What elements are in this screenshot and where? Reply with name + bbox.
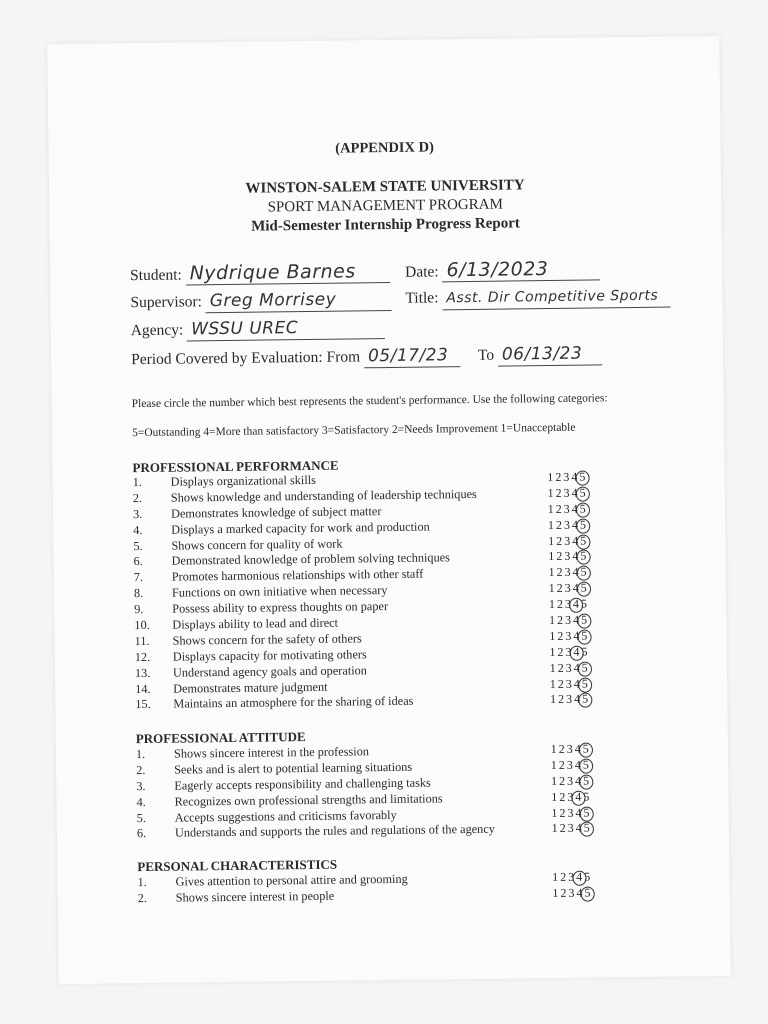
date-row	[405, 257, 601, 282]
rating-option-1[interactable]: 1	[549, 676, 557, 691]
rating-option-2[interactable]: 2	[555, 501, 563, 516]
rating-option-3[interactable]: 3	[563, 517, 571, 532]
rating-option-5[interactable]: 5	[583, 789, 590, 804]
rating-option-5[interactable]: 5	[584, 869, 591, 884]
rating-option-5[interactable]: 5	[583, 805, 591, 820]
item-text: Maintains an atmosphere for the sharing of ideas	[173, 694, 414, 712]
personal-characteristics-heading: PERSONAL CHARACTERISTICS	[137, 856, 338, 875]
rating-option-5[interactable]: 5	[579, 501, 587, 516]
rating-option-1[interactable]: 1	[549, 612, 556, 628]
item-text: Possess ability to express thoughts on paper	[172, 599, 389, 616]
rating-option-1[interactable]: 1	[549, 628, 556, 643]
item-number: 6.	[136, 826, 147, 841]
rating-options	[551, 870, 591, 886]
rating-option-5[interactable]: 5	[581, 644, 589, 659]
rating-option-2[interactable]: 2	[557, 644, 565, 659]
item-number: 2.	[137, 890, 148, 905]
rating-option-3[interactable]: 3	[564, 596, 572, 611]
rating-option-1[interactable]: 1	[548, 549, 555, 564]
rating-options	[547, 501, 587, 517]
item-number: 8.	[133, 586, 144, 601]
item-number: 3.	[136, 778, 146, 793]
item-number: 10.	[134, 617, 150, 633]
rating-option-1[interactable]: 1	[549, 644, 557, 659]
rating-option-2[interactable]: 2	[558, 773, 566, 788]
rating-option-2[interactable]: 2	[560, 885, 568, 900]
item-text: Demonstrated knowledge of problem solving techniques	[171, 550, 451, 569]
item-text: Displays ability to lead and direct	[172, 615, 339, 632]
rating-option-3[interactable]: 3	[565, 628, 572, 643]
rating-option-1[interactable]: 1	[551, 789, 558, 804]
rating-option-3[interactable]: 3	[563, 469, 570, 484]
item-text: Displays capacity for motivating others	[172, 647, 367, 664]
rating-option-5[interactable]: 5	[582, 757, 590, 772]
rating-option-1[interactable]: 1	[549, 660, 557, 675]
rating-option-4[interactable]: 4	[575, 805, 583, 820]
rating-option-1[interactable]: 1	[550, 741, 558, 757]
rating-option-4[interactable]: 4	[576, 869, 583, 884]
title-row	[405, 285, 670, 311]
rating-option-3[interactable]: 3	[563, 501, 571, 516]
rating-options	[548, 581, 588, 597]
item-number: 9.	[134, 602, 144, 617]
rating-option-3[interactable]: 3	[566, 757, 574, 772]
item-text: Shows knowledge and understanding of leadership techniques	[170, 486, 477, 505]
rating-option-2[interactable]: 2	[557, 692, 565, 707]
rating-option-3[interactable]: 3	[564, 533, 571, 548]
rating-option-4[interactable]: 4	[573, 628, 580, 643]
agency-row	[131, 316, 386, 342]
personal-characteristics-list	[137, 869, 637, 907]
rating-option-4[interactable]: 4	[573, 676, 581, 691]
item-number: 1.	[135, 746, 146, 762]
supervisor-label: Supervisor:	[130, 293, 203, 312]
rating-option-2[interactable]: 2	[558, 741, 566, 756]
rating-options	[547, 517, 587, 533]
item-text: Displays organizational skills	[170, 472, 316, 489]
item-number: 5.	[136, 810, 147, 825]
rating-scale-legend: 5=Outstanding 4=More than satisfactory 3=Satisfactory 2=Needs Improvement 1=Unacceptable	[131, 421, 576, 440]
rating-option-2[interactable]: 2	[555, 469, 562, 484]
rating-option-4[interactable]: 4	[576, 885, 584, 900]
rating-option-3[interactable]: 3	[566, 773, 574, 788]
rating-option-5[interactable]: 5	[581, 660, 589, 675]
rating-option-3[interactable]: 3	[564, 581, 572, 596]
rating-option-1[interactable]: 1	[547, 485, 555, 500]
item-number: 4.	[133, 522, 143, 537]
professional-attitude-heading: PROFESSIONAL ATTITUDE	[135, 729, 306, 747]
rating-option-3[interactable]: 3	[566, 741, 574, 756]
rating-option-5[interactable]: 5	[579, 469, 586, 484]
rating-option-2[interactable]: 2	[560, 869, 567, 884]
rating-option-5[interactable]: 5	[580, 564, 588, 580]
rating-option-1[interactable]: 1	[551, 805, 559, 820]
item-text: Eagerly accepts responsibility and challenging tasks	[174, 775, 431, 793]
rating-option-2[interactable]: 2	[557, 676, 565, 691]
rating-option-4[interactable]: 4	[571, 501, 579, 516]
item-number: 15.	[135, 697, 151, 712]
rating-option-5[interactable]: 5	[580, 596, 588, 611]
rating-option-1[interactable]: 1	[550, 757, 558, 772]
rating-option-1[interactable]: 1	[552, 885, 560, 900]
rating-option-1[interactable]: 1	[550, 773, 558, 788]
rating-option-5[interactable]: 5	[580, 580, 588, 595]
rating-option-5[interactable]: 5	[581, 676, 589, 691]
date-field[interactable]: 6/13/2023	[442, 257, 600, 282]
rating-option-4[interactable]: 4	[573, 644, 581, 659]
rating-options	[551, 805, 591, 821]
student-label: Student:	[130, 266, 182, 285]
university-name: WINSTON-SALEM STATE UNIVERSITY	[245, 177, 525, 197]
rating-option-3[interactable]: 3	[565, 660, 573, 675]
rating-option-5[interactable]: 5	[580, 549, 587, 564]
rating-option-3[interactable]: 3	[567, 805, 575, 820]
rating-option-3[interactable]: 3	[568, 869, 575, 884]
rating-option-1[interactable]: 1	[548, 565, 556, 580]
rating-option-4[interactable]: 4	[572, 549, 579, 564]
student-row	[130, 260, 390, 286]
rating-option-4[interactable]: 4	[573, 660, 581, 675]
item-text: Functions on own initiative when necessary	[171, 583, 388, 600]
rating-option-4[interactable]: 4	[572, 596, 580, 611]
rating-option-1[interactable]: 1	[548, 597, 556, 612]
rating-option-2[interactable]: 2	[556, 533, 563, 548]
item-text: Displays a marked capacity for work and production	[171, 519, 430, 537]
rating-option-1[interactable]: 1	[551, 821, 559, 836]
rating-option-1[interactable]: 1	[547, 469, 554, 485]
rating-option-4[interactable]: 4	[575, 789, 582, 804]
rating-option-2[interactable]: 2	[556, 581, 564, 596]
student-field[interactable]: Nydrique Barnes	[186, 260, 390, 285]
rating-option-5[interactable]: 5	[579, 517, 587, 532]
rating-option-2[interactable]: 2	[556, 565, 564, 580]
item-text: Shows concern for the safety of others	[172, 631, 362, 648]
rating-options	[547, 470, 587, 486]
supervisor-row	[130, 288, 392, 314]
rating-option-1[interactable]: 1	[547, 501, 555, 516]
professional-performance-list	[133, 469, 636, 713]
rating-option-4[interactable]: 4	[574, 757, 582, 772]
rating-option-2[interactable]: 2	[558, 757, 566, 772]
rating-option-5[interactable]: 5	[581, 612, 588, 627]
item-text: Understand agency goals and operation	[172, 662, 367, 680]
program-name: SPORT MANAGEMENT PROGRAM	[267, 196, 503, 216]
rating-option-2[interactable]: 2	[555, 485, 563, 500]
rating-options	[550, 773, 590, 789]
item-number: 11.	[134, 633, 150, 649]
rating-option-3[interactable]: 3	[564, 565, 572, 580]
rating-option-2[interactable]: 2	[555, 517, 563, 532]
item-number: 7.	[133, 570, 144, 585]
item-number: 6.	[133, 554, 143, 569]
rating-option-2[interactable]: 2	[556, 597, 564, 612]
item-number: 5.	[133, 538, 143, 553]
item-text: Accepts suggestions and criticisms favorably	[174, 807, 397, 825]
rating-options	[550, 789, 590, 805]
rating-option-5[interactable]: 5	[584, 885, 592, 900]
rating-option-5[interactable]: 5	[580, 533, 587, 548]
rating-option-3[interactable]: 3	[563, 485, 571, 500]
rating-option-5[interactable]: 5	[579, 485, 587, 500]
item-text: Shows sincere interest in the profession	[173, 744, 370, 761]
rating-options	[548, 597, 588, 613]
rating-options	[548, 613, 588, 629]
rating-option-4[interactable]: 4	[573, 692, 581, 707]
rating-option-4[interactable]: 4	[574, 773, 582, 788]
item-text: Shows concern for quality of work	[171, 536, 343, 553]
agency-label: Agency:	[130, 321, 184, 340]
rating-options	[547, 549, 587, 565]
rating-option-5[interactable]: 5	[582, 741, 590, 756]
item-text: Promotes harmonious relationships with other staff	[171, 566, 424, 585]
rating-option-1[interactable]: 1	[548, 581, 556, 596]
rating-option-3[interactable]: 3	[564, 549, 571, 564]
rating-option-1[interactable]: 1	[548, 533, 555, 548]
professional-attitude-list	[136, 741, 637, 842]
item-number: 13.	[134, 665, 151, 680]
rating-option-3[interactable]: 3	[565, 612, 572, 627]
item-number: 14.	[135, 681, 151, 696]
rating-options	[550, 757, 590, 773]
rating-option-5[interactable]: 5	[583, 821, 591, 836]
rating-option-5[interactable]: 5	[582, 773, 590, 788]
rating-option-1[interactable]: 1	[552, 869, 559, 885]
date-label: Date:	[404, 263, 439, 281]
item-number: 4.	[136, 794, 146, 809]
item-number: 3.	[132, 506, 143, 521]
rating-option-1[interactable]: 1	[547, 517, 555, 532]
rating-options	[548, 565, 588, 581]
item-number: 2.	[132, 490, 143, 506]
item-text: Demonstrates mature judgment	[173, 679, 328, 696]
rating-options	[547, 485, 587, 501]
rating-option-4[interactable]: 4	[572, 565, 580, 580]
professional-performance-heading: PROFESSIONAL PERFORMANCE	[132, 457, 339, 476]
rating-option-4[interactable]: 4	[571, 469, 578, 484]
supervisor-field[interactable]: Greg Morrisey	[206, 288, 392, 313]
rating-option-4[interactable]: 4	[573, 612, 580, 627]
rating-option-4[interactable]: 4	[571, 485, 579, 500]
rating-options	[549, 660, 589, 676]
item-number: 1.	[137, 874, 147, 890]
rating-option-5[interactable]: 5	[581, 692, 589, 707]
item-text: Understands and supports the rules and regulations of the agency	[174, 822, 495, 841]
period-label: Period Covered by Evaluation: From	[131, 348, 361, 369]
appendix-label: (APPENDIX D)	[335, 139, 434, 157]
rating-options	[550, 742, 590, 758]
period-from-field[interactable]: 05/17/23	[364, 344, 460, 368]
rating-option-3[interactable]: 3	[565, 644, 573, 659]
agency-field[interactable]: WSSU UREC	[187, 316, 385, 341]
rating-option-2[interactable]: 2	[559, 805, 567, 820]
title-field[interactable]: Asst. Dir Competitive Sports	[442, 285, 670, 311]
rating-options	[548, 628, 588, 644]
period-row	[131, 342, 602, 371]
item-text: Recognizes own professional strengths and limitations	[174, 791, 443, 809]
instructions-text: Please circle the number which best represents the student's performance. Use the following categories:	[131, 392, 608, 411]
rating-options	[549, 692, 589, 708]
to-label: To	[477, 346, 495, 364]
rating-option-2[interactable]: 2	[557, 612, 564, 627]
rating-options	[549, 644, 589, 660]
rating-option-2[interactable]: 2	[559, 821, 567, 836]
rating-option-4[interactable]: 4	[572, 580, 580, 595]
item-number: 2.	[136, 762, 146, 777]
rating-option-2[interactable]: 2	[559, 789, 566, 804]
rating-option-2[interactable]: 2	[556, 549, 563, 564]
period-to-field[interactable]: 06/13/23	[498, 342, 602, 366]
rating-option-4[interactable]: 4	[572, 533, 579, 548]
rating-options	[549, 676, 589, 692]
rating-option-4[interactable]: 4	[571, 517, 579, 532]
item-number: 12.	[134, 649, 151, 664]
rating-option-1[interactable]: 1	[549, 692, 557, 707]
rating-option-2[interactable]: 2	[557, 660, 565, 675]
rating-options	[552, 885, 592, 901]
rating-option-2[interactable]: 2	[557, 628, 564, 643]
title-label: Title:	[405, 289, 439, 307]
item-text: Demonstrates knowledge of subject matter	[170, 503, 382, 521]
item-text: Shows sincere interest in people	[175, 888, 335, 905]
rating-option-3[interactable]: 3	[565, 692, 573, 707]
rating-option-3[interactable]: 3	[568, 885, 576, 900]
evaluation-form-page	[47, 36, 730, 984]
item-text: Seeks and is alert to potential learning situations	[174, 759, 413, 777]
rating-option-3[interactable]: 3	[565, 676, 573, 691]
rating-options	[551, 821, 591, 837]
item-text: Gives attention to personal attire and grooming	[175, 871, 408, 889]
rating-option-5[interactable]: 5	[581, 628, 588, 643]
rating-option-3[interactable]: 3	[567, 789, 574, 804]
rating-option-4[interactable]: 4	[575, 821, 583, 836]
rating-option-4[interactable]: 4	[574, 741, 582, 756]
rating-option-3[interactable]: 3	[567, 821, 575, 836]
rating-options	[547, 533, 587, 549]
report-title: Mid-Semester Internship Progress Report	[251, 215, 520, 235]
item-number: 1.	[132, 475, 142, 490]
